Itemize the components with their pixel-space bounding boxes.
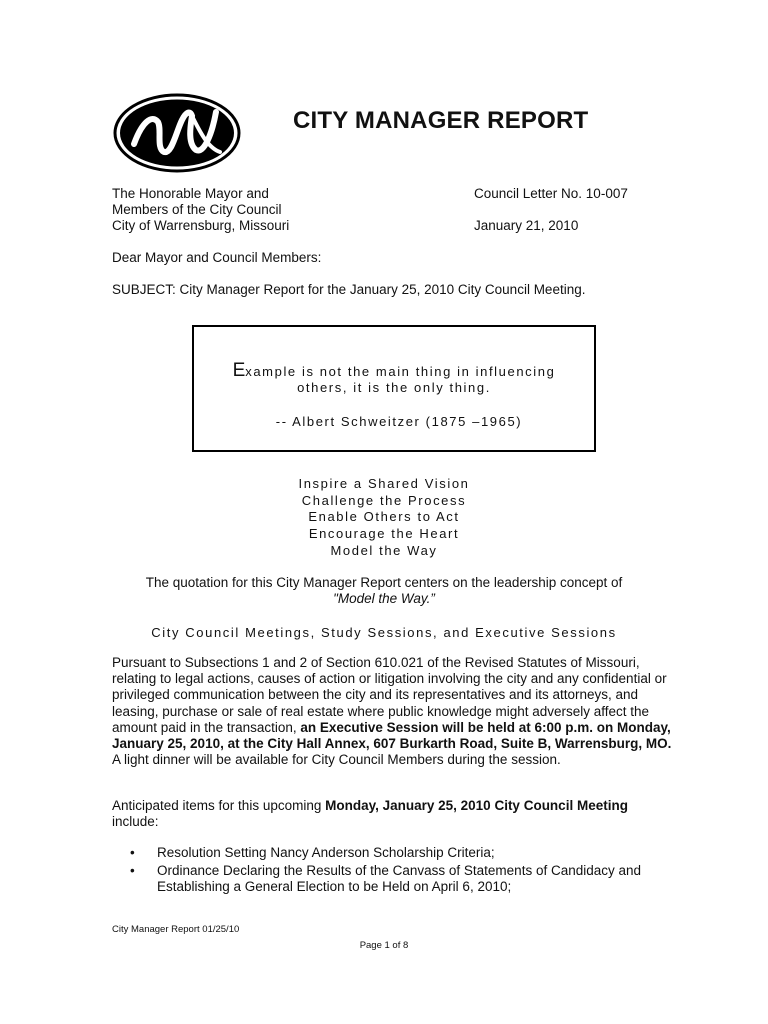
city-logo [112, 92, 242, 174]
page-number: Page 1 of 8 [359, 940, 409, 951]
addressee-line-1: The Honorable Mayor and [112, 186, 269, 201]
bullet-icon: • [130, 845, 135, 860]
quote-line-1-text: xample is not the main thing in influencing [245, 364, 556, 379]
practice-item: Enable Others to Act [308, 509, 460, 525]
anticipated-items-paragraph [112, 798, 672, 830]
concept-paragraph [0, 575, 768, 607]
list-item [112, 863, 672, 895]
letter-date: January 21, 2010 [474, 218, 579, 233]
list-item [112, 845, 672, 861]
exec-bold-text: an Executive Session will be held at 6:00 p.m. on Monday, January 25, 2010, at the City Hall Annex, 607 Burkarth Road, Suite B, Warrensburg, MO. [112, 719, 672, 752]
section-heading: City Council Meetings, Study Sessions, and Executive Sessions [151, 625, 617, 640]
practice-item: Encourage the Heart [308, 526, 460, 542]
subject-line: SUBJECT: City Manager Report for the January 25, 2010 City Council Meeting. [112, 282, 586, 297]
quote-line-1 [194, 360, 594, 382]
quote-initial: E [232, 360, 246, 381]
council-letter-number: Council Letter No. 10-007 [474, 186, 628, 201]
anticipated-lead-text: Anticipated items for this upcoming [112, 798, 326, 813]
salutation: Dear Mayor and Council Members: [112, 250, 322, 265]
quote-line-2: others, it is the only thing. [297, 380, 491, 395]
addressee-line-2: Members of the City Council [112, 202, 282, 217]
leadership-practices [0, 476, 768, 560]
agenda-list [112, 845, 672, 898]
exec-tail-text: A light dinner will be available for City Council Members during the session. [112, 752, 561, 768]
practice-item: Inspire a Shared Vision [298, 476, 470, 491]
page-title: CITY MANAGER REPORT [293, 107, 589, 134]
addressee-line-3: City of Warrensburg, Missouri [112, 218, 290, 233]
anticipated-bold-text: Monday, January 25, 2010 City Council Meeting [325, 798, 628, 813]
quote-box [192, 325, 596, 452]
concept-line-1: The quotation for this City Manager Report centers on the leadership concept of [145, 575, 623, 590]
agenda-item-text: Resolution Setting Nancy Anderson Scholarship Criteria; [157, 845, 495, 860]
anticipated-tail-text: include: [112, 814, 159, 830]
bullet-icon: • [130, 863, 135, 879]
practice-item: Model the Way [330, 542, 438, 558]
exec-lead-text: Pursuant to Subsections 1 and 2 of Section 610.021 of the Revised Statutes of Missouri, relating to legal actions, causes of action or litigation involving the city and any confidential or privileged communication between the city and its representatives and its attorneys, and leasing, purchase or sale of real estate where public knowledge might adversely affect the amount paid in the transaction, [112, 655, 667, 735]
concept-line-2: "Model the Way.” [333, 591, 435, 606]
agenda-item-text: Ordinance Declaring the Results of the Canvass of Statements of Candidacy and Establishing a General Election to be Held on April 6, 2010; [157, 863, 642, 895]
practice-item: Challenge the Process [301, 492, 467, 508]
footer-report-ref: City Manager Report 01/25/10 [112, 924, 240, 935]
quote-attribution: -- Albert Schweitzer (1875 –1965) [275, 414, 523, 429]
executive-session-paragraph [112, 655, 672, 768]
